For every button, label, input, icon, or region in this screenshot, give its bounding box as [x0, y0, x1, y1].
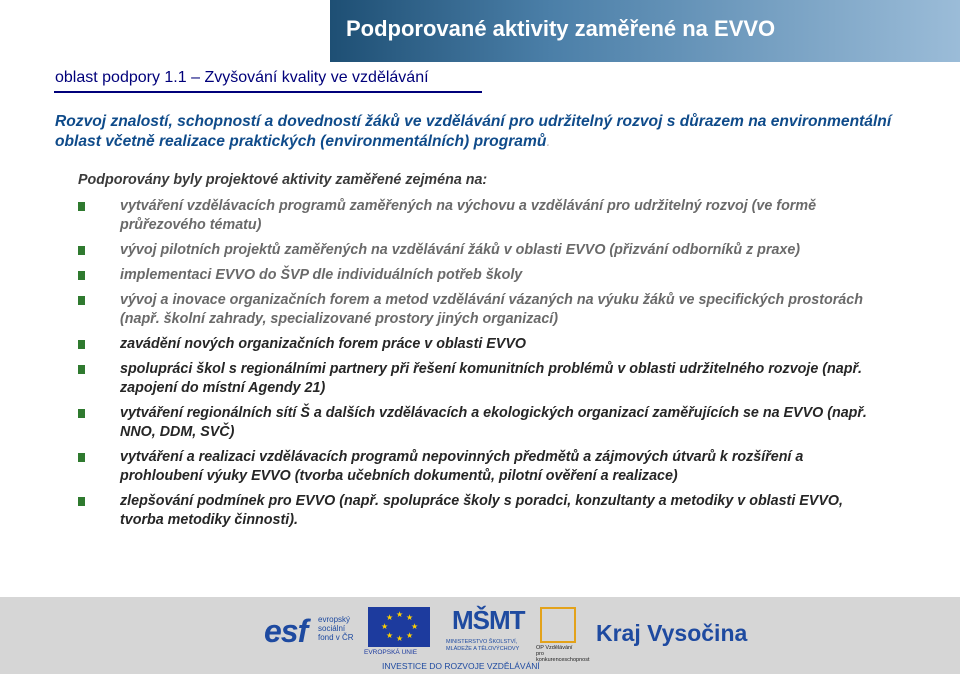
op-vk-logo [536, 607, 592, 663]
heading-underline [54, 91, 482, 93]
page-title: Podporované aktivity zaměřené na EVVO [346, 16, 776, 41]
kraj-wordmark: Kraj Vysočina [596, 620, 748, 646]
bullet-icon [78, 365, 85, 374]
list-item: implementaci EVVO do ŠVP dle individuálních potřeb školy [78, 266, 888, 285]
msmt-mark: MŠMT [452, 605, 525, 635]
bullet-icon [78, 409, 85, 418]
bullet-icon [78, 453, 85, 462]
esf-text: evropský sociální fond v ČR [318, 615, 354, 642]
bullet-icon [78, 246, 85, 255]
msmt-logo [446, 605, 526, 660]
intro-paragraph [55, 112, 905, 152]
esf-mark: esf [264, 613, 308, 649]
intro-text: Rozvoj znalostí, schopností a dovedností žáků ve vzdělávání pro udržitelný rozvoj s důrazem na environmentální oblast včetně realizace praktických (environmentálních) programů [55, 113, 892, 150]
bullet-icon [78, 271, 85, 280]
list-item: zlepšování podmínek pro EVVO (např. spolupráce školy s poradci, konzultanty a metodiky v oblasti EVVO, tvorba metodiky činnosti). [78, 492, 888, 530]
title-bar [330, 0, 960, 62]
list-item: vývoj pilotních projektů zaměřených na vzdělávání žáků v oblasti EVVO (přizvání odborníků z praxe) [78, 241, 888, 260]
eu-flag-icon: ★ ★ ★ ★ ★ ★ ★ ★ [368, 607, 430, 647]
list-lead: Podporovány byly projektové aktivity zaměřené zejména na: [78, 172, 488, 188]
bullet-icon [78, 202, 85, 211]
bullet-icon [78, 497, 85, 506]
op-text: OP Vzdělávání pro konkurenceschopnost [536, 645, 590, 663]
list-item: vytváření vzdělávacích programů zaměřených na výchovu a vzdělávání pro udržitelný rozvoj (ve formě průřezového tématu) [78, 197, 888, 235]
op-frame-icon [540, 607, 576, 643]
investice-slogan: INVESTICE DO ROZVOJE VZDĚLÁVÁNÍ [382, 661, 540, 671]
esf-logo [264, 607, 360, 657]
activity-list [78, 197, 888, 536]
bullet-icon [78, 340, 85, 349]
list-item: spolupráci škol s regionálními partnery při řešení komunitních problémů v oblasti udržitelného rozvoje (např. zapojení do místní Agendy 21) [78, 360, 888, 398]
area-heading: oblast podpory 1.1 – Zvyšování kvality ve vzdělávání [55, 69, 429, 86]
list-item: vývoj a inovace organizačních forem a metod vzdělávání vázaných na výuku žáků ve specifických prostorách (např. školní zahrady, specializované prostory jiných organizací) [78, 291, 888, 329]
eu-logo [364, 607, 434, 657]
list-item: zavádění nových organizačních forem práce v oblasti EVVO [78, 335, 888, 354]
list-item: vytváření a realizaci vzdělávacích programů nepovinných předmětů a zájmových útvarů k rozšíření a prohloubení výuky EVVO (tvorba učebních dokumentů, pilotní ověření a realizace) [78, 448, 888, 486]
bullet-icon [78, 296, 85, 305]
kraj-vysocina-logo [596, 614, 756, 654]
list-item: vytváření regionálních sítí Š a dalších vzdělávacích a ekologických organizací zaměřujících se na EVVO (např. NNO, DDM, SVČ) [78, 404, 888, 442]
msmt-text: MINISTERSTVO ŠKOLSTVÍ, MLÁDEŽE A TĚLOVÝCHOVY [446, 639, 520, 652]
eu-label: EVROPSKÁ UNIE [364, 649, 418, 656]
intro-dot: . [546, 133, 551, 150]
